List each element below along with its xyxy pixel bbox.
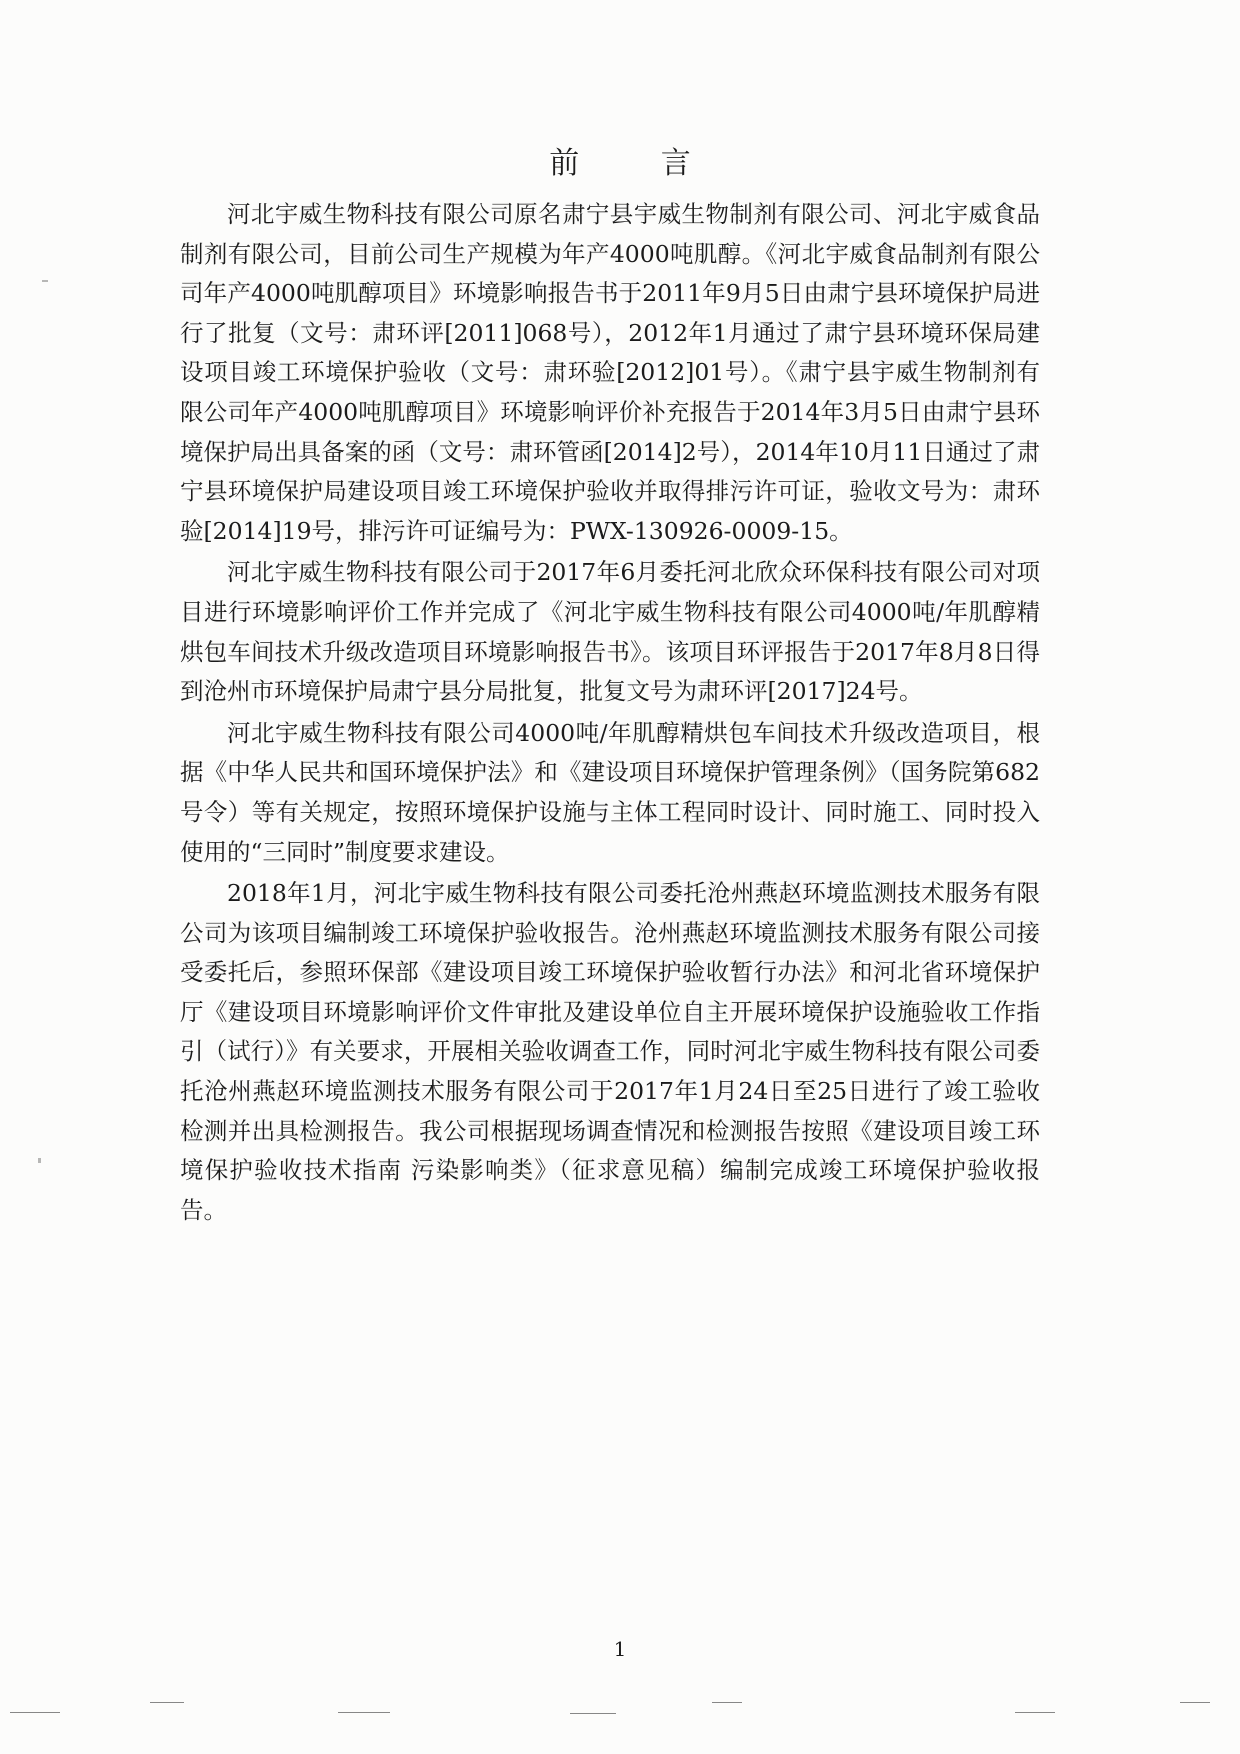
paragraph: 2018年1月，河北宇威生物科技有限公司委托沧州燕赵环境监测技术服务有限公司为该项目编制竣工环境保护验收报告。沧州燕赵环境监测技术服务有限公司接受委托后，参照环保部《建设项目竣工环境保护验收暂行办法》和河北省环境保护厅《建设项目环境影响评价文件审批及建设单位自主开展环境保护设施验收工作指引（试行）》有关要求，开展相关验收调查工作，同时河北宇威生物科技有限公司委托沧州燕赵环境监测技术服务有限公司于2017年1月24日至25日进行了竣工验收检测并出具检测报告。我公司根据现场调查情况和检测报告按照《建设项目竣工环境保护验收技术指南 污染影响类》（征求意见稿）编制完成竣工环境保护验收报告。 [180, 879, 1040, 1224]
scan-artifact [1015, 1712, 1055, 1713]
paragraph: 河北宇威生物科技有限公司4000吨/年肌醇精烘包车间技术升级改造项目，根据《中华人民共和国环境保护法》和《建设项目环境保护管理条例》（国务院第682号令）等有关规定，按照环境保护设施与主体工程同时设计、同时施工、同时投入使用的“三同时”制度要求建设。 [180, 718, 1040, 866]
scan-artifact [38, 1158, 41, 1163]
scan-artifact [338, 1712, 390, 1713]
scan-artifact [1180, 1702, 1210, 1703]
paragraph: 河北宇威生物科技有限公司于2017年6月委托河北欣众环保科技有限公司对项目进行环境影响评价工作并完成了《河北宇威生物科技有限公司4000吨/年肌醇精烘包车间技术升级改造项目环境影响报告书》。该项目环评报告于2017年8月8日得到沧州市环境保护局肃宁县分局批复，批复文号为肃环评[2017]24号。 [180, 558, 1040, 706]
scan-artifact [712, 1702, 742, 1703]
paragraph: 河北宇威生物科技有限公司原名肃宁县宇威生物制剂有限公司、河北宇威食品制剂有限公司，目前公司生产规模为年产4000吨肌醇。《河北宇威食品制剂有限公司年产4000吨肌醇项目》环境影响报告书于2011年9月5日由肃宁县环境保护局进行了批复（文号：肃环评[2011]068号），2012年1月通过了肃宁县环境环保局建设项目竣工环境保护验收（文号：肃环验[2012]01号）。《肃宁县宇威生物制剂有限公司年产4000吨肌醇项目》环境影响评价补充报告于2014年3月5日由肃宁县环境保护局出具备案的函（文号：肃环管函[2014]2号），2014年10月11日通过了肃宁县环境保护局建设项目竣工环境保护验收并取得排污许可证，验收文号为：肃环验[2014]19号，排污许可证编号为：PWX-130926-0009-15。 [180, 200, 1040, 545]
page-number: 1 [613, 1637, 627, 1661]
scan-artifact [42, 280, 48, 282]
scan-artifact [150, 1702, 184, 1703]
page-title: 前 言 [549, 146, 727, 181]
scan-artifact [10, 1712, 60, 1713]
scan-artifact [570, 1713, 616, 1714]
preface-body [180, 195, 1040, 1232]
